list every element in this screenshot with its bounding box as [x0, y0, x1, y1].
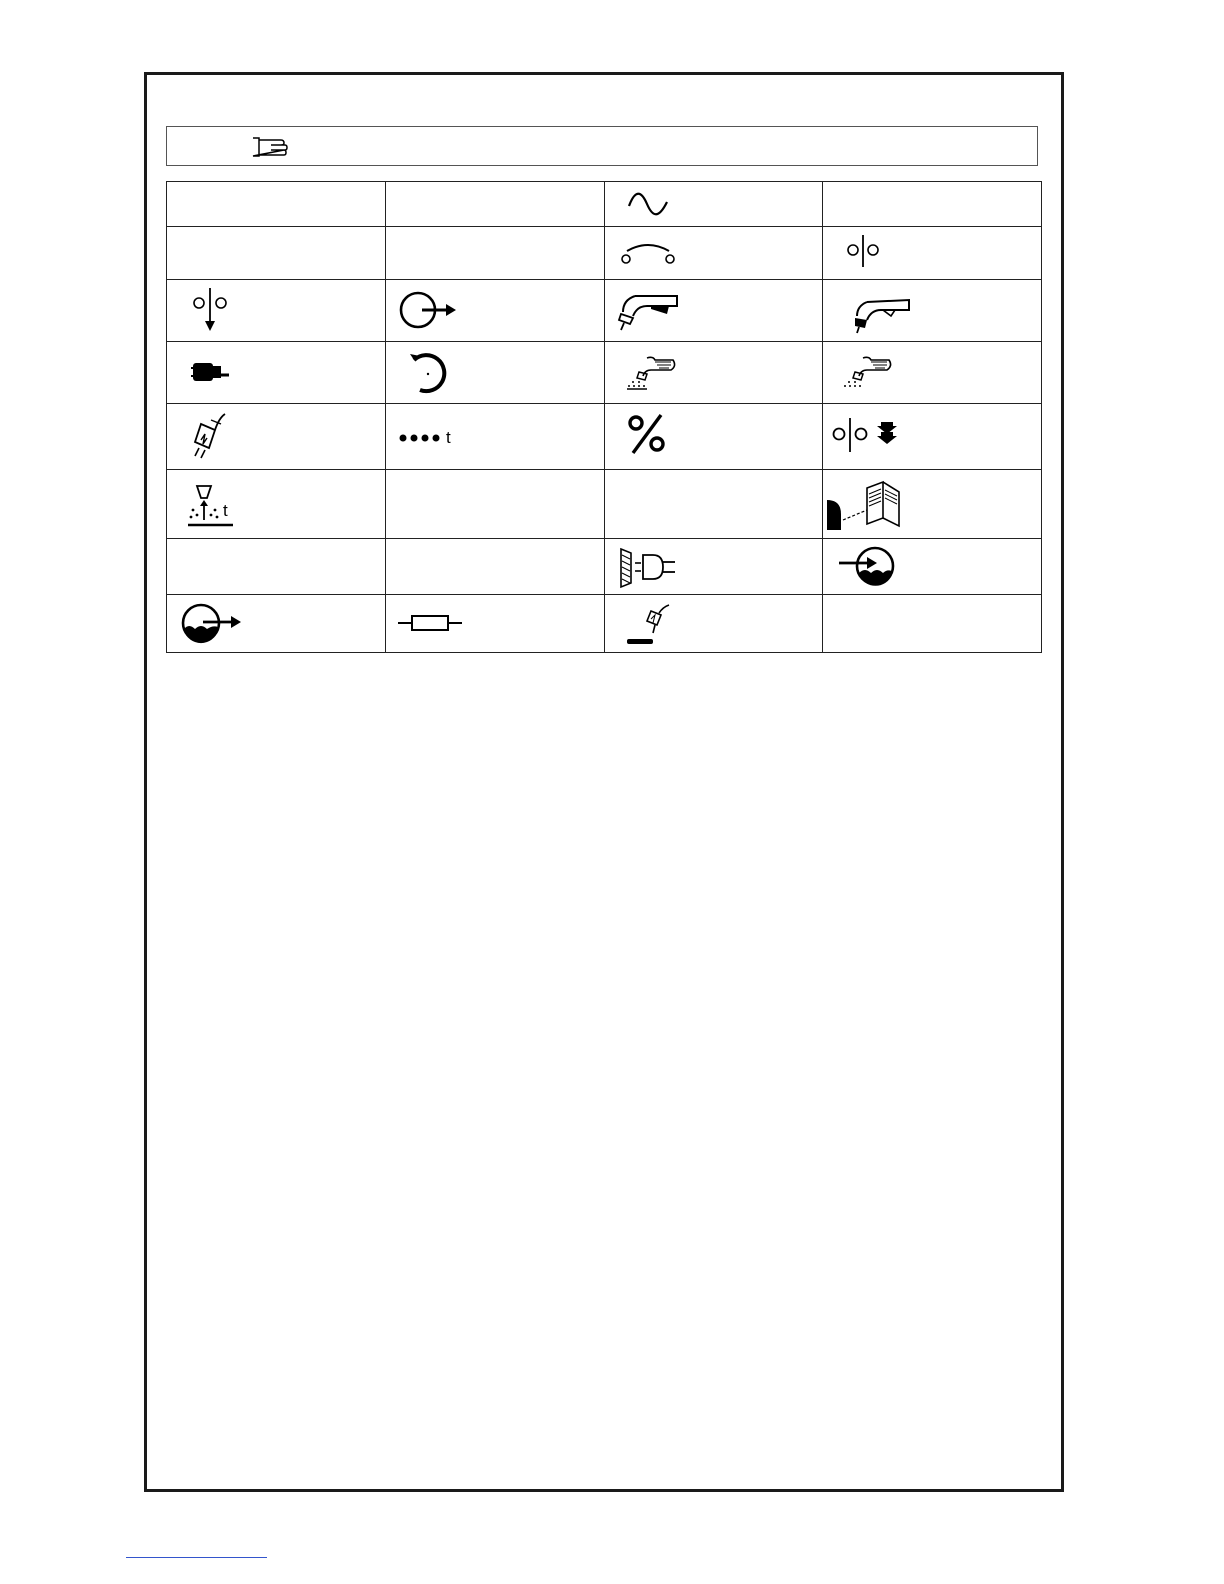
- fuse-icon: [396, 611, 464, 635]
- table-cell: [167, 539, 386, 595]
- table-cell: [604, 342, 823, 404]
- table-cell: [604, 404, 823, 470]
- table-cell: [167, 342, 386, 404]
- table-cell: [823, 404, 1042, 470]
- wire-inching-icon: [191, 285, 231, 333]
- table-cell: [823, 227, 1042, 280]
- torch-trigger-pressed-icon: [853, 298, 913, 334]
- coolant-outlet-icon: [179, 601, 243, 645]
- table-cell: [167, 404, 386, 470]
- table-cell: [385, 182, 604, 227]
- pointing-hand-icon: [251, 135, 295, 159]
- switch-open-icon: [619, 237, 677, 267]
- table-cell: [167, 595, 386, 653]
- read-manual-icon: [825, 480, 911, 534]
- wire-feed-rollers-icon: [845, 233, 885, 271]
- table-cell: [823, 280, 1042, 342]
- table-cell: [823, 539, 1042, 595]
- reference-bar: [166, 126, 1038, 166]
- earth-clamp-icon: [625, 601, 673, 647]
- table-cell: [167, 182, 386, 227]
- table-cell: [823, 342, 1042, 404]
- coolant-inlet-icon: [837, 545, 897, 587]
- post-gas-time-icon: [187, 484, 237, 530]
- table-cell: [823, 595, 1042, 653]
- table-cell: [167, 227, 386, 280]
- svg-text:t: t: [445, 428, 451, 447]
- table-cell: [167, 280, 386, 342]
- svg-text:t: t: [223, 501, 228, 520]
- table-cell: [604, 280, 823, 342]
- percent-icon: [625, 412, 669, 456]
- table-row: [167, 182, 1042, 227]
- table-row: [167, 280, 1042, 342]
- spot-welding-torch-alt-icon: [841, 354, 893, 390]
- table-cell: [385, 227, 604, 280]
- table-cell: [604, 595, 823, 653]
- electrode-holder-icon: [191, 410, 231, 460]
- table-cell: [385, 595, 604, 653]
- table-cell: [604, 182, 823, 227]
- spot-welding-torch-icon: [625, 354, 677, 390]
- torch-trigger-released-icon: [617, 292, 681, 332]
- table-row: [167, 470, 1042, 539]
- table-cell: [823, 182, 1042, 227]
- footer-rule: [126, 1557, 267, 1558]
- table-cell: [823, 470, 1042, 539]
- table-cell: [167, 470, 386, 539]
- table-cell: [385, 470, 604, 539]
- table-row: [167, 404, 1042, 470]
- table-cell: [385, 404, 604, 470]
- spot-time-icon: [398, 426, 462, 448]
- table-row: [167, 595, 1042, 653]
- wire-feed-slowdown-icon: [831, 416, 903, 456]
- table-cell: [385, 280, 604, 342]
- adjustment-knob-icon: [406, 348, 452, 396]
- table-cell: [604, 539, 823, 595]
- table-row: [167, 227, 1042, 280]
- table-cell: [604, 470, 823, 539]
- table-row: [167, 342, 1042, 404]
- symbol-table: [166, 181, 1042, 653]
- gas-outlet-icon: [398, 288, 460, 332]
- table-cell: [385, 539, 604, 595]
- table-cell: [385, 342, 604, 404]
- table-row: [167, 539, 1042, 595]
- table-cell: [604, 227, 823, 280]
- mains-plug-icon: [617, 545, 681, 589]
- alternating-current-icon: [625, 188, 671, 220]
- connector-plug-icon: [191, 360, 231, 386]
